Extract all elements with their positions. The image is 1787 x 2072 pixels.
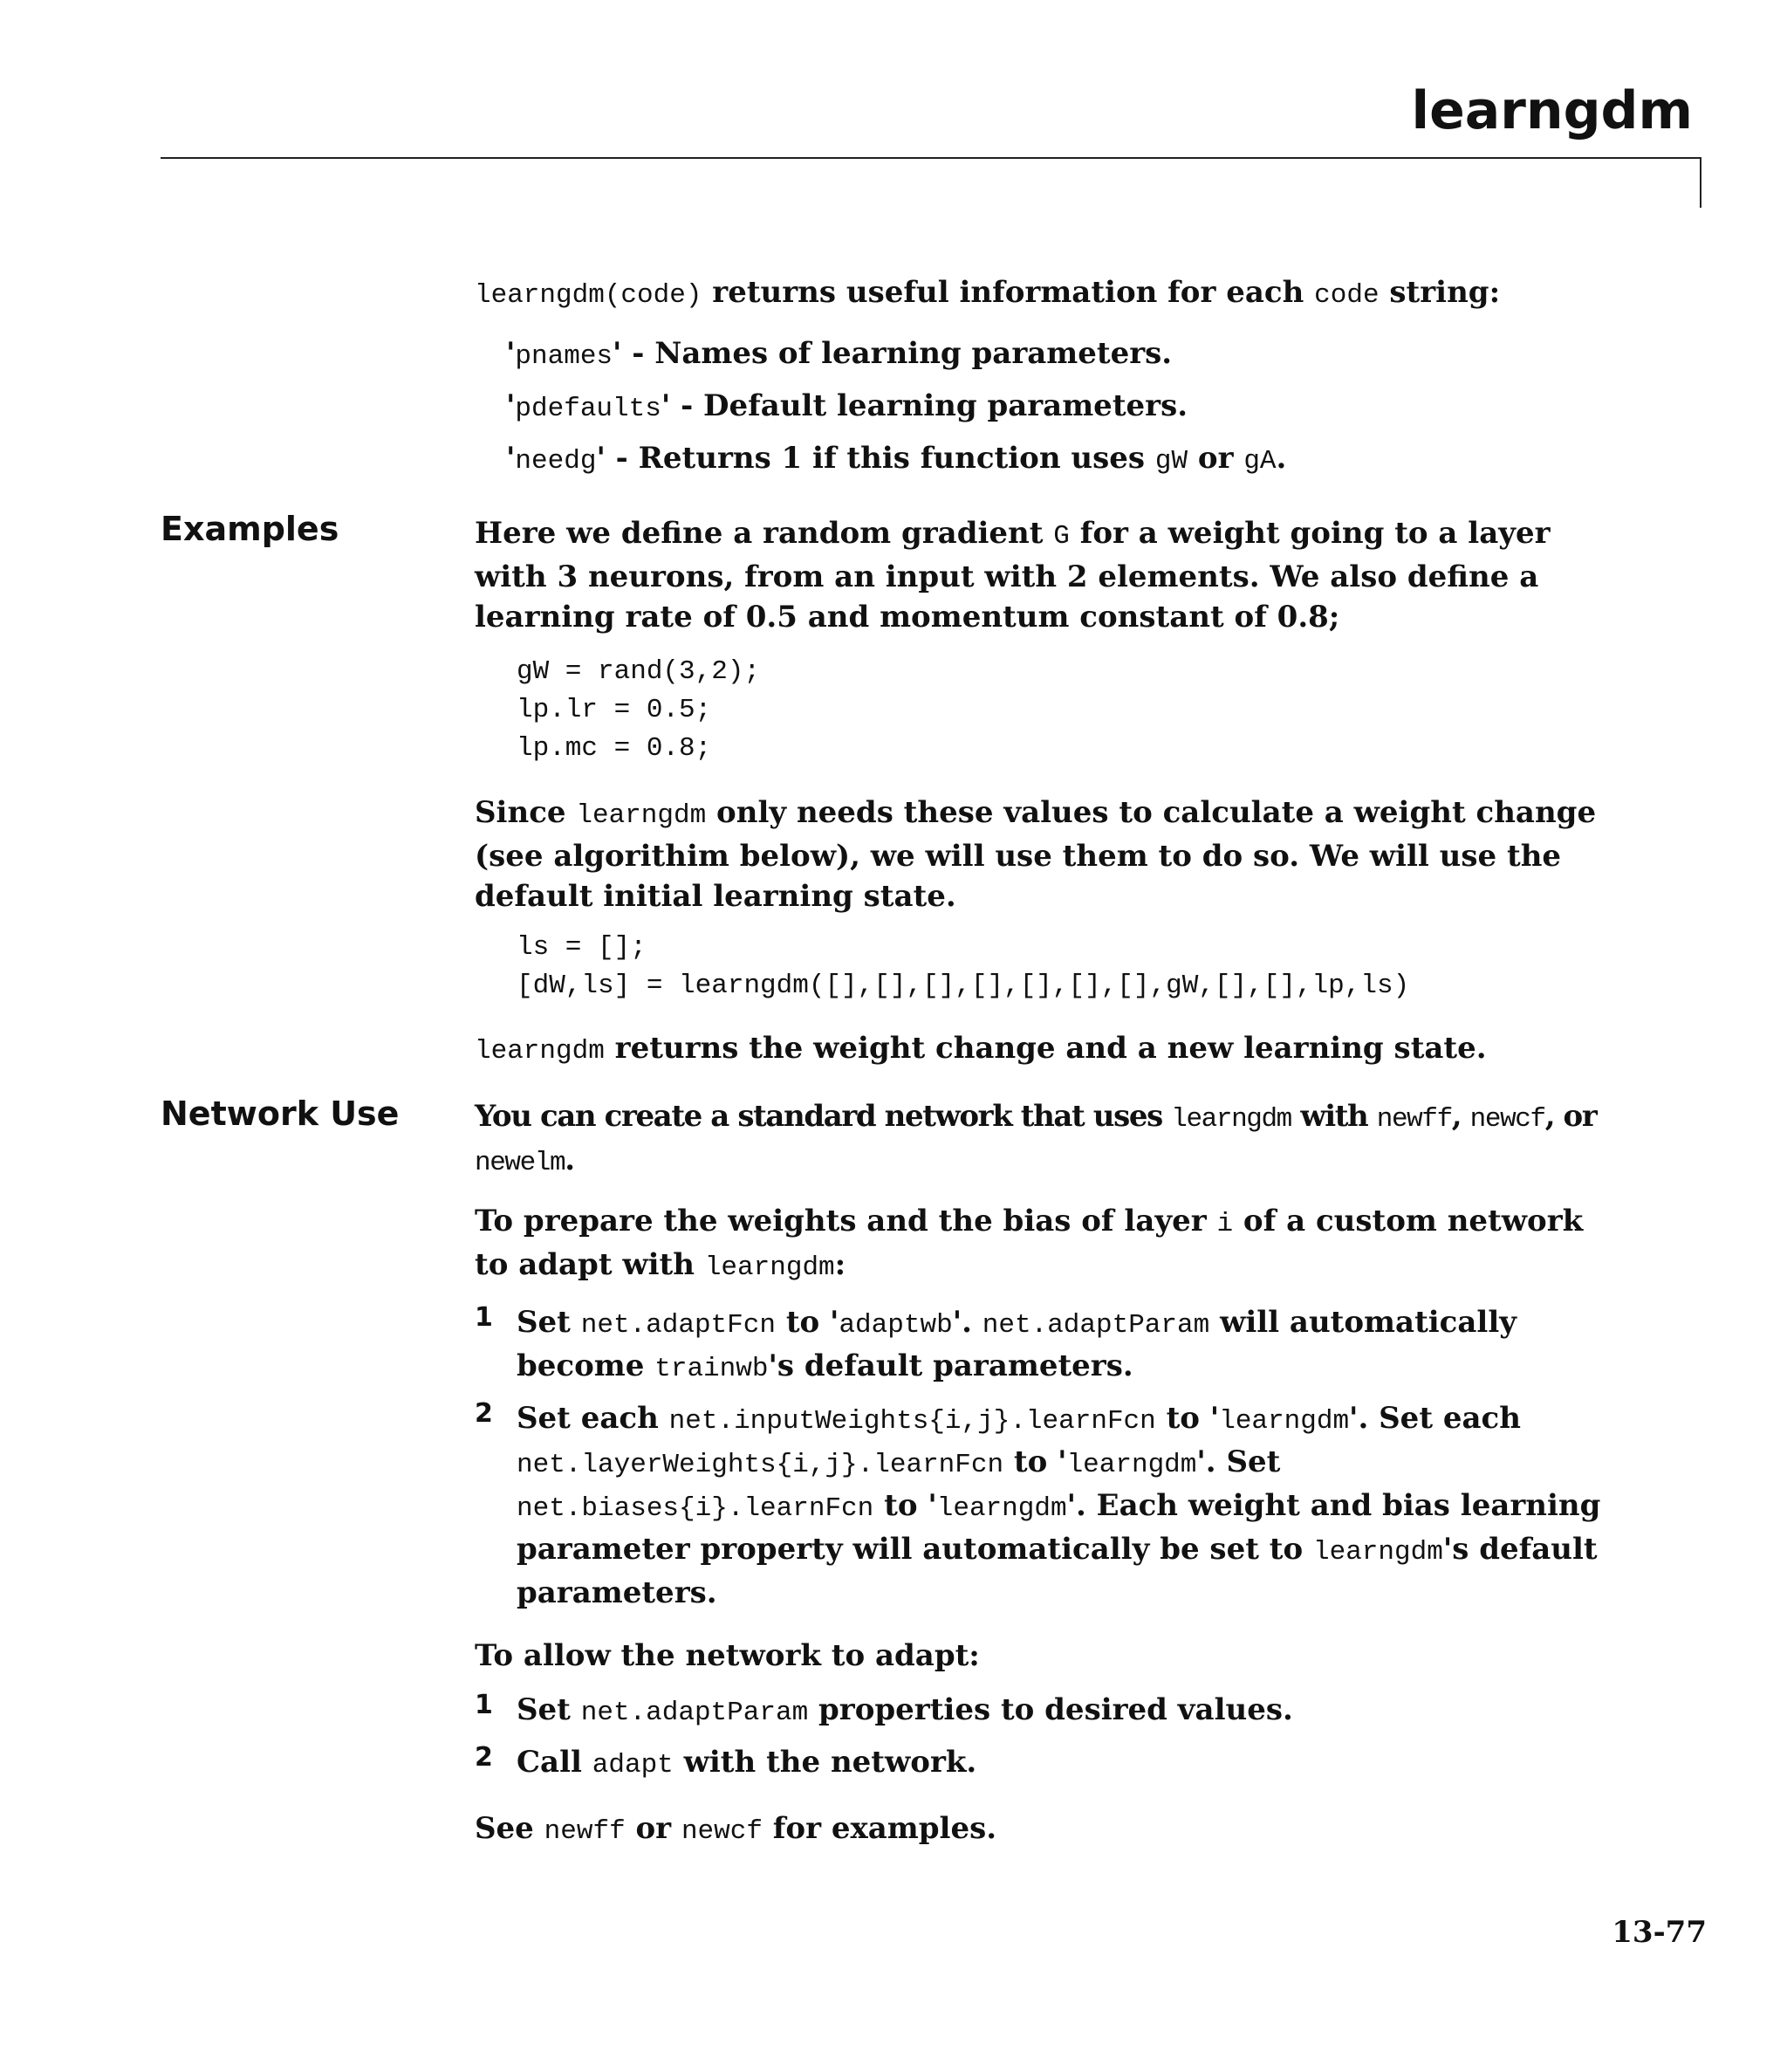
code-newcf: newcf bbox=[681, 1816, 763, 1847]
code: trainwb bbox=[654, 1354, 769, 1384]
text: ' - Names of learning parameters. bbox=[613, 336, 1173, 371]
code: learngdm bbox=[936, 1493, 1067, 1524]
code: net.adaptParam bbox=[580, 1698, 809, 1728]
text: ' bbox=[506, 336, 516, 371]
code-learngdm: learngdm bbox=[475, 1036, 605, 1067]
step-text bbox=[517, 1690, 1626, 1733]
text: . bbox=[565, 1142, 574, 1177]
text: or bbox=[625, 1811, 681, 1846]
text: See bbox=[475, 1811, 544, 1846]
code-learngdm-code: learngdm(code) bbox=[475, 280, 702, 311]
code: adapt bbox=[592, 1750, 674, 1780]
text: to ' bbox=[873, 1488, 937, 1523]
code: net.adaptParam bbox=[982, 1310, 1210, 1341]
code-pdefaults: pdefaults bbox=[515, 394, 661, 424]
page-title: learngdm bbox=[1411, 80, 1693, 141]
text: with bbox=[1291, 1099, 1377, 1134]
page-number: 13-77 bbox=[1612, 1915, 1707, 1950]
step-text bbox=[517, 1742, 1626, 1786]
code-string-item bbox=[506, 386, 1626, 429]
text: ' - Default learning parameters. bbox=[661, 388, 1188, 423]
text: Since bbox=[475, 795, 577, 830]
text: Set bbox=[517, 1692, 581, 1727]
code: learngdm bbox=[1219, 1406, 1350, 1437]
text: '. Each weight and bias learning parameter property will automatically be set to bbox=[517, 1488, 1601, 1567]
code-i: i bbox=[1216, 1209, 1234, 1239]
step-list-item bbox=[475, 1742, 1626, 1786]
code-pnames: pnames bbox=[515, 341, 613, 372]
text: with the network. bbox=[673, 1745, 977, 1780]
text: Set bbox=[517, 1305, 581, 1340]
step-text bbox=[517, 1302, 1626, 1389]
code: learngdm bbox=[1066, 1450, 1197, 1480]
step-number: 1 bbox=[475, 1302, 493, 1333]
header-rule-tick bbox=[1700, 157, 1701, 208]
code: net.layerWeights{i,j}.learnFcn bbox=[517, 1450, 1004, 1480]
code: adaptwb bbox=[839, 1310, 953, 1341]
text: . bbox=[1276, 441, 1287, 476]
text: to ' bbox=[1155, 1401, 1220, 1436]
code-string-item bbox=[506, 438, 1626, 482]
examples-paragraph-2 bbox=[475, 792, 1626, 916]
code: net.biases{i}.learnFcn bbox=[517, 1493, 874, 1524]
network-use-heading: Network Use bbox=[161, 1094, 400, 1133]
text: to ' bbox=[1003, 1444, 1067, 1479]
code-newff: newff bbox=[1376, 1104, 1452, 1135]
text: or bbox=[1188, 441, 1244, 476]
examples-section bbox=[475, 513, 1626, 1072]
text: , or bbox=[1544, 1099, 1597, 1134]
text: You can create a standard network that uses bbox=[475, 1099, 1172, 1134]
step-number: 2 bbox=[475, 1398, 493, 1429]
code-g: G bbox=[1053, 521, 1070, 552]
text: 's default parameters. bbox=[768, 1348, 1133, 1383]
text: only needs these values to calculate a weight change (see algorithim below), we will use them to do so. We will use the default initial learning state. bbox=[475, 795, 1597, 914]
text: will automatically become bbox=[517, 1305, 1517, 1383]
text: : bbox=[834, 1247, 846, 1282]
code-gw: gW bbox=[1154, 446, 1188, 477]
examples-heading: Examples bbox=[161, 510, 339, 548]
text: '. Set each bbox=[1349, 1401, 1521, 1436]
text: '. Set bbox=[1196, 1444, 1281, 1479]
network-use-section bbox=[475, 1096, 1626, 1852]
text: Call bbox=[517, 1745, 592, 1780]
network-use-paragraph-3: To allow the network to adapt: bbox=[475, 1638, 980, 1673]
step-list-item bbox=[475, 1690, 1626, 1733]
step-number: 2 bbox=[475, 1742, 493, 1773]
code: net.inputWeights{i,j}.learnFcn bbox=[668, 1406, 1156, 1437]
network-use-paragraph-2 bbox=[475, 1201, 1626, 1288]
text: To prepare the weights and the bias of layer bbox=[475, 1204, 1217, 1238]
text: string: bbox=[1379, 275, 1501, 310]
text: ' bbox=[506, 441, 516, 476]
network-use-paragraph-1 bbox=[475, 1096, 1626, 1184]
code-learngdm: learngdm bbox=[576, 800, 707, 831]
code-string-item bbox=[506, 333, 1626, 377]
step-list-item bbox=[475, 1398, 1626, 1613]
text: for examples. bbox=[762, 1811, 997, 1846]
text: properties to desired values. bbox=[808, 1692, 1293, 1727]
code-learngdm: learngdm bbox=[1171, 1104, 1291, 1135]
intro-section bbox=[475, 272, 1626, 482]
step-number: 1 bbox=[475, 1690, 493, 1720]
text: ' bbox=[506, 388, 516, 423]
text: '. bbox=[952, 1305, 983, 1340]
code-newff: newff bbox=[544, 1816, 626, 1847]
code-code: code bbox=[1314, 280, 1380, 311]
network-use-paragraph-4 bbox=[475, 1808, 1626, 1852]
text: , bbox=[1451, 1099, 1470, 1134]
intro-paragraph bbox=[475, 272, 1626, 316]
code: learngdm bbox=[1312, 1537, 1443, 1568]
text: for a weight going to a layer with 3 neurons, from an input with 2 elements. We also define a learning rate of 0.5 and momentum constant of 0.8; bbox=[475, 516, 1551, 635]
code-newelm: newelm bbox=[475, 1148, 565, 1178]
text: Set each bbox=[517, 1401, 669, 1436]
code-learngdm: learngdm bbox=[704, 1252, 835, 1283]
text: to ' bbox=[775, 1305, 839, 1340]
text: Here we define a random gradient bbox=[475, 516, 1054, 551]
header-rule bbox=[161, 157, 1701, 159]
code-block-2: ls = []; [dW,ls] = learngdm([],[],[],[],[],[],[],gW,[],[],lp,ls) bbox=[517, 932, 1410, 1001]
text: 's default parameters. bbox=[517, 1532, 1598, 1610]
code-block-1: gW = rand(3,2); lp.lr = 0.5; lp.mc = 0.8; bbox=[517, 656, 761, 764]
step-list-item bbox=[475, 1302, 1626, 1389]
text: returns useful information for each bbox=[702, 275, 1315, 310]
text: of a custom network to adapt with bbox=[475, 1204, 1584, 1282]
code-needg: needg bbox=[515, 446, 597, 477]
examples-paragraph-1 bbox=[475, 513, 1626, 637]
examples-paragraph-3 bbox=[475, 1028, 1626, 1072]
text: returns the weight change and a new learning state. bbox=[604, 1031, 1487, 1066]
code: net.adaptFcn bbox=[580, 1310, 776, 1341]
step-text bbox=[517, 1398, 1626, 1613]
code-ga: gA bbox=[1243, 446, 1277, 477]
text: ' - Returns 1 if this function uses bbox=[596, 441, 1155, 476]
code-newcf: newcf bbox=[1469, 1104, 1545, 1135]
